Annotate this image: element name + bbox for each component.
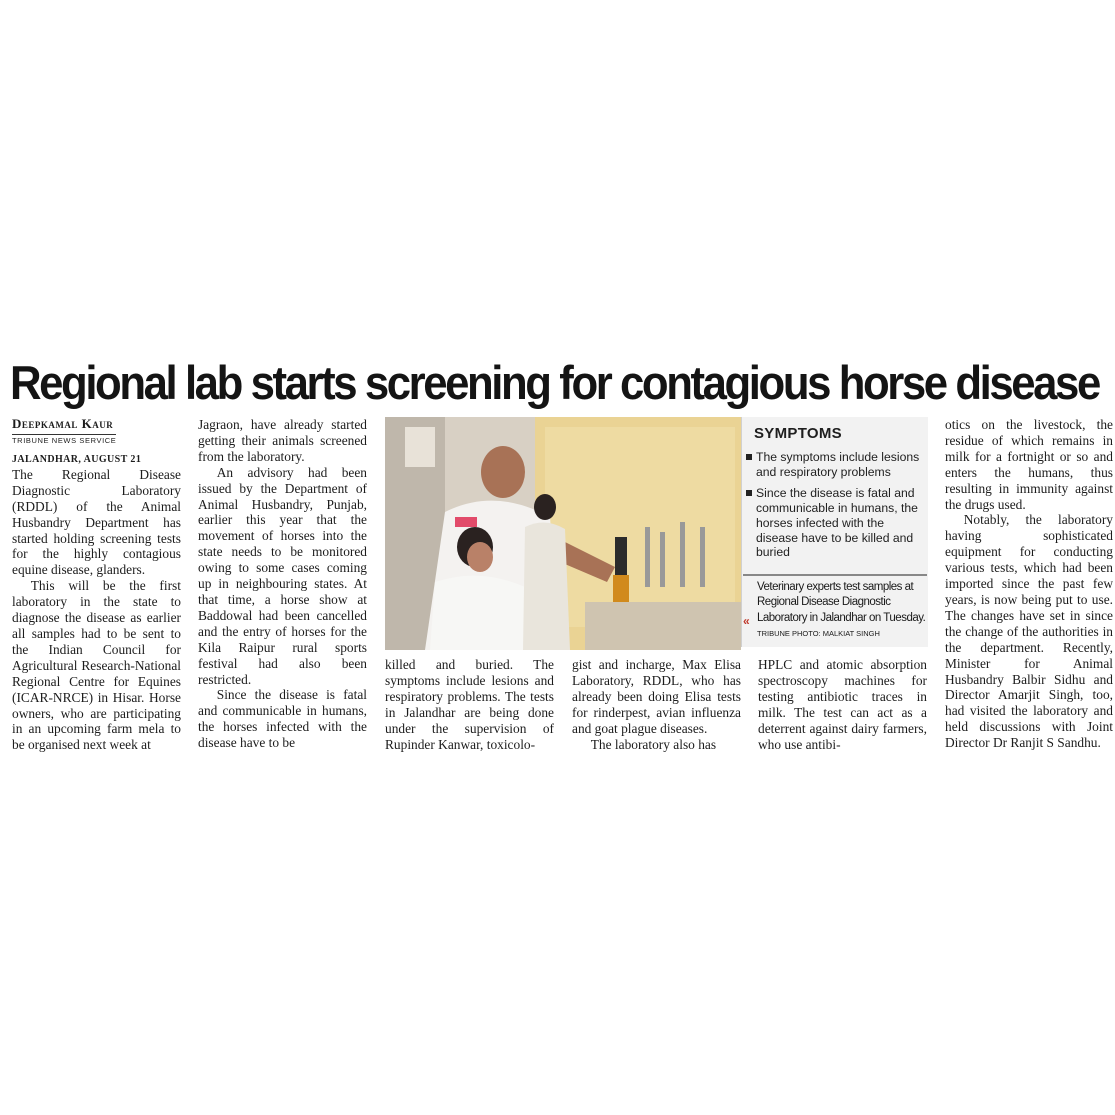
article-column-4 — [572, 657, 741, 752]
paragraph: HPLC and atomic absorption spectroscopy machines for testing antibiotic traces in milk. The test can act as a deterrent against dairy farmers, who use antibi- — [758, 657, 927, 752]
headline: Regional lab starts screening for contagious horse disease — [10, 356, 1099, 409]
lab-photo-illustration — [385, 417, 741, 650]
symptom-item: Since the disease is fatal and communicable in humans, the horses infected with the disease have to be killed and buried — [746, 486, 922, 560]
symptoms-title: SYMPTOMS — [754, 425, 842, 442]
paragraph: killed and buried. The symptoms include lesions and respiratory problems. The tests in Jalandhar are being done under the supervision of Rupinder Kanwar, toxicolo- — [385, 657, 554, 752]
paragraph: This will be the first laboratory in the state to diagnose the disease as earlier all samples had to be sent to the Indian Council for Agricultural Research-National Regional Centre for Equines (ICAR-NRCE) in Hisar. Horse owners, who are participating in an upcoming farm mela to be organised next week at — [12, 578, 181, 753]
article-column-2 — [198, 417, 367, 751]
byline-author: Deepkamal Kaur — [12, 416, 114, 431]
paragraph: otics on the livestock, the residue of which remains in milk for a fortnight or so and enters the humans, thus resulting in immunity against the drugs used. — [945, 417, 1113, 512]
symptom-item: The symptoms include lesions and respiratory problems — [746, 450, 922, 479]
paragraph: gist and incharge, Max Elisa Laboratory, RDDL, who has already been doing Elisa tests for rinderpest, avian influenza and goat plague diseases. — [572, 657, 741, 736]
byline-service: TRIBUNE NEWS SERVICE — [12, 436, 117, 445]
caption-text: Veterinary experts test samples at Regional Disease Diagnostic Laboratory in Jalandhar on Tuesday. — [757, 581, 926, 624]
article-column-6 — [945, 417, 1113, 751]
paragraph: Notably, the laboratory having sophisticated equipment for conducting various tests, which had been imported since the past few years, is now being put to use. The changes have set in since the change of the authorities in the department. Recently, Minister for Animal Husbandry Balbir Sidhu and Director Amarjit Singh, too, had visited the laboratory and held discussions with Joint Director Dr Ranjit S Sandhu. — [945, 512, 1113, 751]
symptoms-list — [742, 450, 928, 560]
paragraph: The Regional Disease Diagnostic Laboratory (RDDL) of the Animal Husbandry Department has started holding screening tests for the highly contagious equine disease, glanders. — [12, 466, 181, 578]
article-column-1 — [12, 417, 181, 753]
photo-credit: TRIBUNE PHOTO: MALKIAT SINGH — [757, 628, 880, 638]
caption-arrow-icon: « — [743, 614, 750, 628]
paragraph: The laboratory also has — [590, 736, 717, 752]
paragraph: Since the disease is fatal and communicable in humans, the horses infected with the disease have to be — [198, 687, 367, 751]
article-column-3 — [385, 657, 554, 752]
dateline: JALANDHAR, AUGUST 21 — [12, 453, 142, 465]
paragraph: Jagraon, have already started getting their animals screened from the laboratory. — [198, 417, 367, 464]
lab-photo — [385, 417, 741, 650]
photo-caption — [743, 574, 927, 641]
article-column-5 — [758, 657, 927, 752]
paragraph: An advisory had been issued by the Department of Animal Husbandry, Punjab, earlier this year that the movement of horses into the state needs to be monitored owing to some cases coming up in neighbouring states. At that time, a horse show at Baddowal had been cancelled and the entry of horses for the Kila Raipur rural sports festival had also been restricted. — [198, 464, 367, 687]
